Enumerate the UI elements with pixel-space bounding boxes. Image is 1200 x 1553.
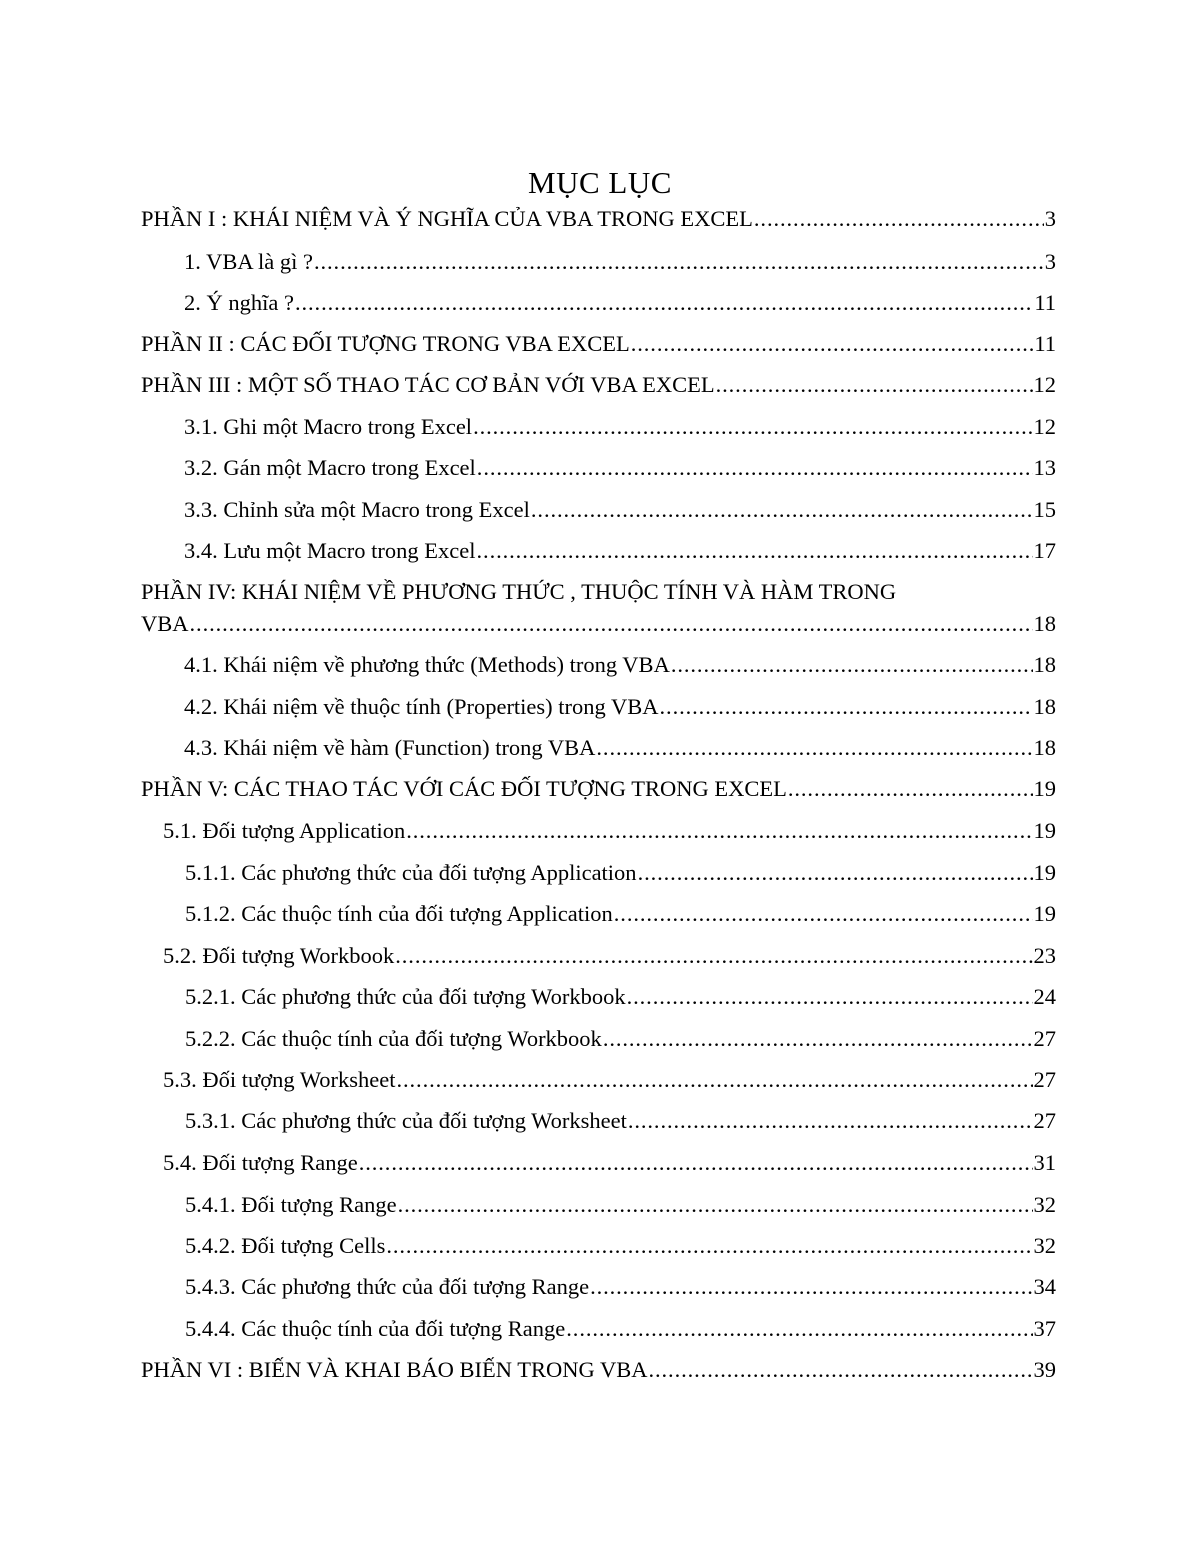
toc-dot-leader — [314, 245, 1044, 279]
toc-entry-5-3-1[interactable] — [185, 1104, 1056, 1138]
toc-entry-part-6[interactable] — [141, 1353, 1056, 1387]
toc-entry-5-3[interactable] — [163, 1063, 1056, 1097]
toc-page-number: 18 — [1033, 694, 1056, 719]
toc-entry-1[interactable] — [184, 245, 1056, 279]
toc-entry-5-2[interactable] — [163, 939, 1056, 973]
toc-dot-leader — [396, 1063, 1032, 1097]
toc-dot-leader — [648, 1353, 1032, 1387]
toc-page-number: 27 — [1033, 1067, 1056, 1092]
toc-page-number: 31 — [1033, 1150, 1056, 1175]
toc-entry-3-3[interactable] — [184, 493, 1056, 527]
toc-dot-leader — [359, 1146, 1033, 1180]
toc-entry-5-4-3[interactable] — [185, 1270, 1056, 1304]
toc-entry-text: 2. Ý nghĩa ? — [184, 290, 294, 315]
toc-page-number: 19 — [1033, 860, 1056, 885]
toc-dot-leader — [406, 814, 1032, 848]
toc-entry-part-1[interactable] — [141, 202, 1056, 236]
toc-entry-text: 5.1.2. Các thuộc tính của đối tượng Application — [185, 901, 613, 926]
toc-entry-text: PHẦN III : MỘT SỐ THAO TÁC CƠ BẢN VỚI VBA EXCEL — [141, 372, 715, 397]
toc-entry-part-4[interactable] — [141, 607, 1056, 641]
toc-entry-text: 5.3. Đối tượng Worksheet — [163, 1067, 396, 1092]
toc-page-number: 24 — [1033, 984, 1056, 1009]
toc-entry-text: 5.1.1. Các phương thức của đối tượng Application — [185, 860, 637, 885]
toc-entry-text: 5.2.2. Các thuộc tính của đối tượng Workbook — [185, 1026, 602, 1051]
toc-entry-text: PHẦN I : KHÁI NIỆM VÀ Ý NGHĨA CỦA VBA TRONG EXCEL — [141, 206, 753, 231]
toc-entry-4-3[interactable] — [184, 731, 1056, 765]
toc-page-number: 27 — [1033, 1108, 1056, 1133]
toc-page-number: 3 — [1044, 249, 1056, 274]
toc-entry-part-2[interactable] — [141, 327, 1056, 361]
toc-page-number: 32 — [1033, 1192, 1056, 1217]
toc-entry-text: PHẦN VI : BIẾN VÀ KHAI BÁO BIẾN TRONG VBA — [141, 1357, 648, 1382]
toc-page-number: 11 — [1034, 331, 1056, 356]
toc-page-number: 27 — [1033, 1026, 1056, 1051]
toc-page-number: 19 — [1033, 776, 1056, 801]
toc-dot-leader — [631, 327, 1034, 361]
toc-dot-leader — [295, 286, 1033, 320]
toc-dot-leader — [566, 1312, 1032, 1346]
toc-entry-text: 5.4.4. Các thuộc tính của đối tượng Range — [185, 1316, 566, 1341]
toc-entry-text: 4.1. Khái niệm về phương thức (Methods) trong VBA — [184, 652, 670, 677]
toc-page-number: 17 — [1033, 538, 1056, 563]
toc-entry-5-4-4[interactable] — [185, 1312, 1056, 1346]
toc-entry-3-1[interactable] — [184, 410, 1056, 444]
toc-entry-text: 3.1. Ghi một Macro trong Excel — [184, 414, 473, 439]
toc-entry-text: 5.3.1. Các phương thức của đối tượng Worksheet — [185, 1108, 627, 1133]
toc-entry-text: 5.4.1. Đối tượng Range — [185, 1192, 397, 1217]
toc-entry-text: 4.2. Khái niệm về thuộc tính (Properties) trong VBA — [184, 694, 659, 719]
toc-entry-text: 5.4.3. Các phương thức của đối tượng Range — [185, 1274, 590, 1299]
toc-entry-text: 5.2. Đối tượng Workbook — [163, 943, 395, 968]
toc-page-number: 18 — [1033, 735, 1056, 760]
toc-dot-leader — [190, 607, 1033, 641]
toc-page-number: 12 — [1033, 372, 1056, 397]
toc-dot-leader — [395, 939, 1032, 973]
toc-dot-leader — [628, 1104, 1033, 1138]
toc-dot-leader — [614, 897, 1033, 931]
toc-entry-4-2[interactable] — [184, 690, 1056, 724]
toc-page-number: 3 — [1044, 206, 1056, 231]
toc-entry-3-2[interactable] — [184, 451, 1056, 485]
toc-entry-4-1[interactable] — [184, 648, 1056, 682]
toc-entry-part-3[interactable] — [141, 368, 1056, 402]
toc-entry-5-1-2[interactable] — [185, 897, 1056, 931]
toc-entry-part-5[interactable] — [141, 772, 1056, 806]
toc-entry-part-4-line1[interactable] — [141, 575, 1056, 609]
toc-page-number: 13 — [1033, 455, 1056, 480]
page-title: MỤC LỤC — [528, 165, 672, 200]
toc-entry-5-1-1[interactable] — [185, 856, 1056, 890]
toc-dot-leader — [671, 648, 1033, 682]
toc-entry-text: 5.4.2. Đối tượng Cells — [185, 1233, 386, 1258]
toc-dot-leader — [531, 493, 1033, 527]
toc-dot-leader — [603, 1022, 1033, 1056]
toc-entry-2[interactable] — [184, 286, 1056, 320]
toc-entry-5-4[interactable] — [163, 1146, 1056, 1180]
toc-dot-leader — [660, 690, 1033, 724]
toc-page-number: 37 — [1033, 1316, 1056, 1341]
toc-entry-5-4-1[interactable] — [185, 1188, 1056, 1222]
toc-dot-leader — [638, 856, 1033, 890]
toc-entry-3-4[interactable] — [184, 534, 1056, 568]
toc-dot-leader — [477, 451, 1033, 485]
toc-page-number: 18 — [1033, 611, 1056, 636]
toc-page-number: 32 — [1033, 1233, 1056, 1258]
toc-page-number: 34 — [1033, 1274, 1056, 1299]
toc-page-number: 19 — [1033, 901, 1056, 926]
toc-entry-5-1[interactable] — [163, 814, 1056, 848]
toc-dot-leader — [477, 534, 1033, 568]
toc-entry-text: 5.1. Đối tượng Application — [163, 818, 406, 843]
toc-entry-5-4-2[interactable] — [185, 1229, 1056, 1263]
toc-entry-text: 5.4. Đối tượng Range — [163, 1150, 358, 1175]
toc-entry-text: 3.3. Chỉnh sửa một Macro trong Excel — [184, 497, 530, 522]
toc-entry-text: PHẦN V: CÁC THAO TÁC VỚI CÁC ĐỐI TƯỢNG TRONG EXCEL — [141, 776, 787, 801]
toc-page-number: 39 — [1033, 1357, 1056, 1382]
toc-entry-5-2-2[interactable] — [185, 1022, 1056, 1056]
toc-entry-text: VBA — [141, 611, 189, 636]
toc-dot-leader — [716, 368, 1033, 402]
toc-entry-text: 1. VBA là gì ? — [184, 249, 313, 274]
toc-dot-leader — [590, 1270, 1032, 1304]
toc-entry-text: PHẦN II : CÁC ĐỐI TƯỢNG TRONG VBA EXCEL — [141, 331, 630, 356]
toc-dot-leader — [398, 1188, 1033, 1222]
toc-entry-5-2-1[interactable] — [185, 980, 1056, 1014]
toc-entry-text: 4.3. Khái niệm về hàm (Function) trong VBA — [184, 735, 596, 760]
toc-page-number: 18 — [1033, 652, 1056, 677]
toc-page-number: 19 — [1033, 818, 1056, 843]
toc-entry-text: 3.2. Gán một Macro trong Excel — [184, 455, 476, 480]
toc-entry-text: 3.4. Lưu một Macro trong Excel — [184, 538, 476, 563]
toc-entry-text: 5.2.1. Các phương thức của đối tượng Workbook — [185, 984, 626, 1009]
toc-page-number: 15 — [1033, 497, 1056, 522]
toc-page-number: 23 — [1033, 943, 1056, 968]
toc-dot-leader — [788, 772, 1033, 806]
toc-dot-leader — [386, 1229, 1032, 1263]
toc-page-number: 11 — [1034, 290, 1056, 315]
toc-page-number: 12 — [1033, 414, 1056, 439]
toc-entry-text: PHẦN IV: KHÁI NIỆM VỀ PHƯƠNG THỨC , THUỘC TÍNH VÀ HÀM TRONG — [141, 579, 897, 604]
toc-dot-leader — [754, 202, 1044, 236]
toc-dot-leader — [596, 731, 1032, 765]
toc-dot-leader — [627, 980, 1033, 1014]
toc-dot-leader — [473, 410, 1032, 444]
